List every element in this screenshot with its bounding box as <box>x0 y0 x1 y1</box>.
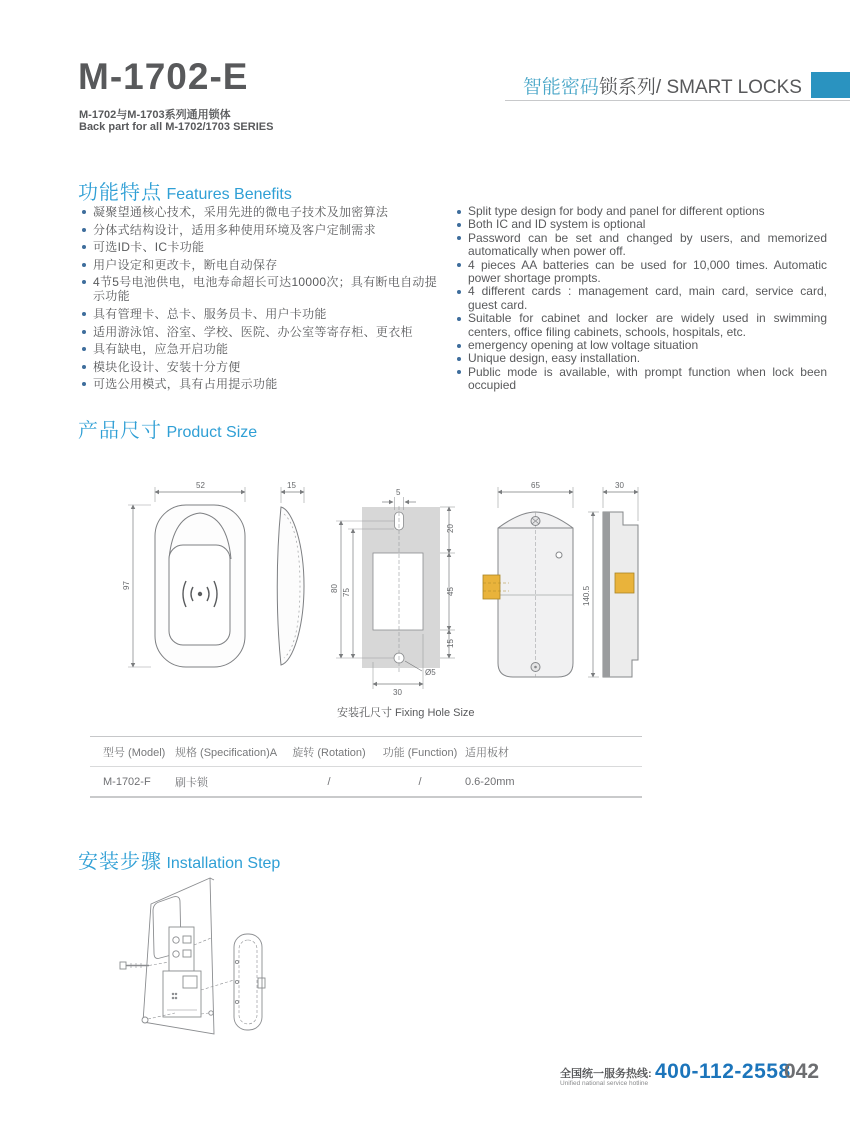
installation-heading-en: Installation Step <box>166 855 281 872</box>
feature-item-zh: 适用游泳馆、浴室、学校、医院、办公室等寄存柜、更衣柜 <box>80 325 445 339</box>
latch-bolt <box>483 575 500 599</box>
feature-item-en: Suitable for cabinet and locker are widely used in swimming centers, office filing cabinets, schools, hospitals, etc. <box>455 312 827 339</box>
dim-hole-diameter: Ø5 <box>425 668 436 677</box>
hotline-phone: 400-112-2558 <box>655 1060 791 1083</box>
dim-plate-width: 30 <box>393 688 402 697</box>
feature-item-zh: 凝聚望通核心技术，采用先进的微电子技术及加密算法 <box>80 205 445 219</box>
dim-top-offset: 20 <box>446 524 455 533</box>
hotline-label-zh: 全国统一服务热线: <box>560 1068 652 1080</box>
dim-outer-height: 80 <box>330 584 339 593</box>
dim-side-thickness: 15 <box>287 481 296 490</box>
dim-bottom-offset: 15 <box>446 639 455 648</box>
cell-rotation: / <box>327 775 331 788</box>
feature-item-en: Both IC and ID system is optional <box>455 218 827 231</box>
dim-inner-height: 75 <box>342 588 351 597</box>
feature-item-zh: 可选公用模式，具有占用提示功能 <box>80 377 445 391</box>
feature-item-zh: 4节5号电池供电，电池寿命超长可达10000次；具有断电自动提示功能 <box>80 275 445 303</box>
feature-item-zh: 模块化设计、安装十分方便 <box>80 360 445 374</box>
dim-front-height: 97 <box>122 581 131 590</box>
fixing-hole-drawing <box>330 488 455 697</box>
col-header-specification: 规格 (Specification)A <box>175 746 278 759</box>
cell-specification: 刷卡锁 <box>175 776 208 789</box>
feature-item-zh: 具有缺电，应急开启功能 <box>80 342 445 356</box>
subtitle-en: Back part for all M-1702/1703 SERIES <box>79 121 274 133</box>
dim-back-depth: 30 <box>615 481 624 490</box>
col-header-model: 型号 (Model) <box>103 746 166 759</box>
page-title: M-1702-E <box>78 56 249 97</box>
feature-item-zh: 具有管理卡、总卡、服务员卡、用户卡功能 <box>80 307 445 321</box>
latch-bolt-side <box>615 573 634 593</box>
feature-item-en: 4 pieces AA batteries can be used for 10,000 times. Automatic power shortage prompts. <box>455 259 827 286</box>
col-header-function: 功能 (Function) <box>382 746 458 759</box>
dim-cutout-height: 45 <box>446 587 455 596</box>
cell-model: M-1702-F <box>103 775 151 788</box>
col-header-board: 适用板材 <box>465 746 509 759</box>
spec-table-row <box>90 767 642 796</box>
header-divider <box>505 100 850 101</box>
dim-front-width: 52 <box>196 481 205 490</box>
dim-back-width: 65 <box>531 481 540 490</box>
series-label-zh: 智能密码 <box>522 77 599 98</box>
feature-item-en: 4 different cards : management card, main card, service card, guest card. <box>455 285 827 312</box>
dim-slot-width: 5 <box>396 488 401 497</box>
header-accent-square <box>811 72 850 98</box>
feature-item-zh: 用户设定和更改卡，断电自动保存 <box>80 258 445 272</box>
features-list-en <box>455 205 827 393</box>
feature-item-en: emergency opening at low voltage situation <box>455 339 827 352</box>
features-list-zh <box>80 205 445 395</box>
features-heading <box>78 176 292 205</box>
feature-item-zh: 分体式结构设计，适用多种使用环境及客户定制需求 <box>80 223 445 237</box>
installation-diagram <box>115 870 305 1065</box>
back-body-front-drawing <box>483 481 573 677</box>
series-label <box>523 72 802 99</box>
cell-function: / <box>418 775 422 788</box>
feature-item-en: Unique design, easy installation. <box>455 352 827 365</box>
features-heading-en: Features Benefits <box>166 186 292 203</box>
dim-back-height: 140.5 <box>582 585 591 606</box>
subtitle-zh: M-1702与M-1703系列通用锁体 <box>79 109 231 121</box>
features-heading-zh: 功能特点 <box>78 182 162 204</box>
feature-item-zh: 可选ID卡、IC卡功能 <box>80 240 445 254</box>
feature-item-en: Password can be set and changed by users, and memorized automatically when power off. <box>455 232 827 259</box>
cell-board: 0.6-20mm <box>465 775 515 788</box>
product-size-heading-zh: 产品尺寸 <box>78 420 162 442</box>
spec-table-header-row <box>90 737 642 767</box>
feature-item-en: Public mode is available, with prompt function when lock been occupied <box>455 366 827 393</box>
series-label-rest: 锁系列/ SMART LOCKS <box>598 77 802 98</box>
hotline-label-en: Unified national service hotline <box>560 1080 649 1087</box>
front-view-drawing <box>122 481 245 667</box>
feature-item-en: Split type design for body and panel for different options <box>455 205 827 218</box>
product-size-heading-en: Product Size <box>166 424 258 441</box>
spec-table <box>90 736 642 798</box>
fixing-hole-caption: 安装孔尺寸 Fixing Hole Size <box>337 707 475 719</box>
installation-heading-zh: 安装步骤 <box>78 851 162 873</box>
back-body-side-drawing <box>582 481 638 677</box>
product-size-drawings <box>85 462 685 707</box>
product-size-heading <box>78 414 257 443</box>
side-view-drawing <box>277 481 304 665</box>
page-number: 042 <box>784 1060 820 1083</box>
col-header-rotation: 旋转 (Rotation) <box>292 746 366 759</box>
